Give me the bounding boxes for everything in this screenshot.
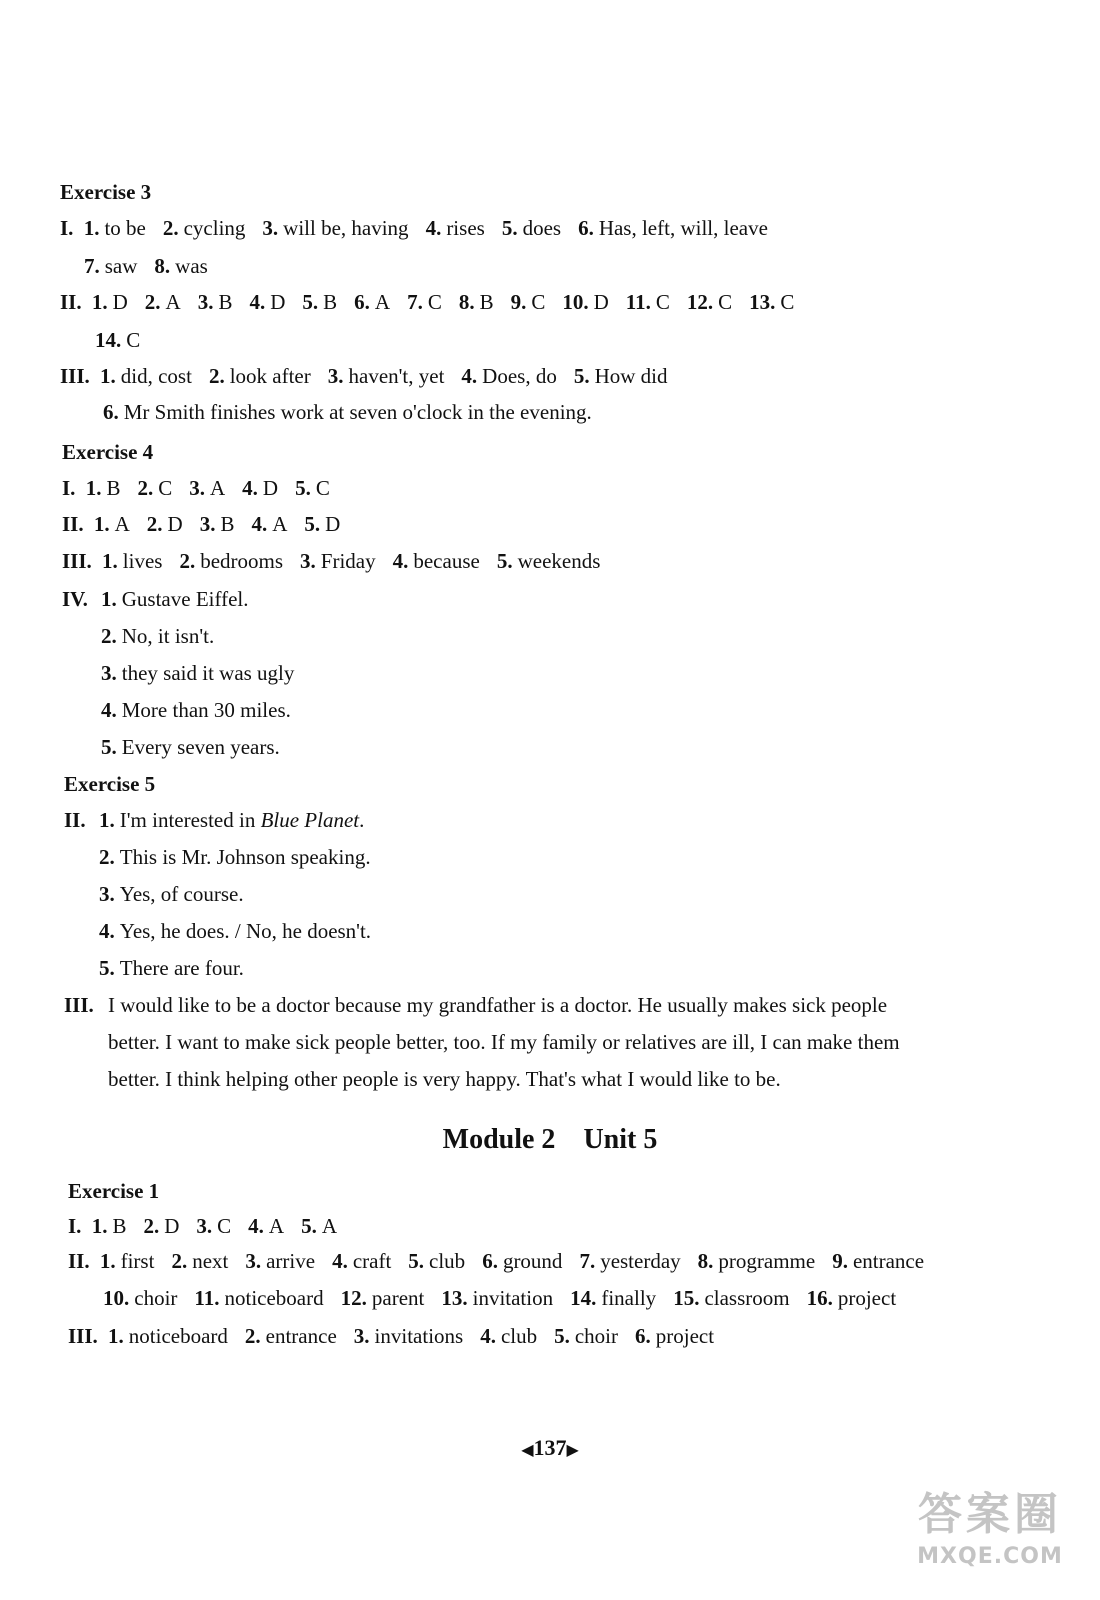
answer-number: 6. xyxy=(482,1249,498,1273)
answer-text: C xyxy=(315,476,330,500)
answer-item xyxy=(94,511,130,537)
answer-item xyxy=(143,1213,179,1239)
answer-number: 5. xyxy=(301,1214,317,1238)
answer-number: 6. xyxy=(354,290,370,314)
answer-number: 6. xyxy=(635,1324,651,1348)
answer-text: C xyxy=(217,1214,232,1238)
answer-number: 13. xyxy=(441,1286,468,1310)
answer-text: C xyxy=(427,290,442,314)
ex4-s4-item-2: 2. No, it isn't. xyxy=(101,624,215,648)
ex5-s2-item-5: 5. There are four. xyxy=(99,956,244,980)
answer-text: A xyxy=(165,290,181,314)
answer-item xyxy=(242,475,278,501)
answer-number: 2. xyxy=(144,290,161,314)
answer-item xyxy=(194,1285,323,1311)
answer-text: project xyxy=(655,1324,715,1348)
answer-number: 4. xyxy=(332,1249,348,1273)
answer-number: 1. xyxy=(108,1324,124,1348)
answer-number: 2. xyxy=(162,216,179,240)
answer-item xyxy=(100,363,192,389)
answer-number: 6. xyxy=(578,216,594,240)
answer-text: weekends xyxy=(517,549,601,573)
answer-item xyxy=(578,215,768,241)
ex4-s4-item-1: 1. Gustave Eiffel. xyxy=(101,587,249,611)
answer-item xyxy=(100,1248,155,1274)
answer-number: 1. xyxy=(85,476,102,500)
answer-item xyxy=(574,363,668,389)
answer-number: 4. xyxy=(392,549,409,573)
answer-text: parent xyxy=(371,1286,425,1310)
answer-text: entrance xyxy=(265,1324,337,1348)
answer-text: A xyxy=(321,1214,337,1238)
answer-text: craft xyxy=(352,1249,392,1273)
answer-item xyxy=(145,289,181,315)
answer-text: Does, do xyxy=(482,364,557,388)
answer-item xyxy=(84,253,137,279)
answer-number: 9. xyxy=(832,1249,848,1273)
exercise-3-heading: Exercise 3 xyxy=(60,180,152,204)
answer-text: B xyxy=(106,476,121,500)
answer-number: 9. xyxy=(510,290,527,314)
answer-item xyxy=(673,1285,789,1311)
answer-item xyxy=(698,1248,816,1274)
answer-number: 2. xyxy=(208,364,225,388)
answer-item xyxy=(92,1213,127,1239)
answer-item xyxy=(251,511,287,537)
answer-number: 11. xyxy=(625,290,651,314)
answer-number: 5. xyxy=(501,216,518,240)
answer-item xyxy=(407,289,442,315)
answer-number: 1. xyxy=(91,290,108,314)
answer-text: choir xyxy=(574,1324,619,1348)
answer-text: saw xyxy=(104,254,138,278)
answer-item xyxy=(480,1323,537,1349)
answer-item xyxy=(137,475,172,501)
answer-text: A xyxy=(209,476,226,500)
answer-item xyxy=(441,1285,553,1311)
answer-number: 4. xyxy=(480,1324,496,1348)
answer-item xyxy=(635,1323,714,1349)
answer-item xyxy=(92,289,128,315)
right-triangle-icon: ▶ xyxy=(566,1442,579,1459)
answer-number: 10. xyxy=(562,290,589,314)
exercise-4-heading: Exercise 4 xyxy=(62,440,154,464)
answer-item xyxy=(304,511,340,537)
answer-number: 4. xyxy=(248,1214,264,1238)
answer-item xyxy=(86,475,121,501)
answer-item xyxy=(426,215,485,241)
answer-text: B xyxy=(323,290,338,314)
answer-text: C xyxy=(158,476,173,500)
answer-item xyxy=(189,475,225,501)
answer-item xyxy=(461,363,556,389)
ex3-section-2-cont xyxy=(95,327,157,353)
answer-number: 7. xyxy=(407,290,423,314)
answer-number: 6. xyxy=(103,400,119,424)
answer-item xyxy=(103,399,592,425)
answer-text: bedrooms xyxy=(200,549,284,573)
answer-item xyxy=(179,548,283,574)
answer-item xyxy=(562,289,608,315)
answer-item xyxy=(570,1285,656,1311)
answer-number: 1. xyxy=(91,1214,108,1238)
answer-item xyxy=(511,289,546,315)
answer-number: 5. xyxy=(554,1324,570,1348)
answer-number: 2. xyxy=(137,476,154,500)
watermark-logo: 答案圈 MXQE.COM xyxy=(917,1489,1063,1569)
answer-item xyxy=(354,289,390,315)
answer-item xyxy=(626,289,670,315)
answer-text: C xyxy=(655,290,670,314)
m2ex1-section-2-cont xyxy=(103,1285,913,1311)
answer-text: D xyxy=(164,1214,180,1238)
answer-number: 4. xyxy=(242,476,258,500)
answer-number: 14. xyxy=(95,328,122,352)
answer-text: invitations xyxy=(374,1324,464,1348)
ex4-s4-item-5: 5. Every seven years. xyxy=(101,735,280,759)
answer-item xyxy=(393,548,480,574)
answer-item xyxy=(245,1323,337,1349)
ex3-section-1-cont xyxy=(84,253,225,279)
ex5-paragraph-line-1: I would like to be a doctor because my grandfather is a doctor. He usually makes sick people xyxy=(108,993,888,1017)
answer-text: How did xyxy=(594,364,668,388)
answer-text: cycling xyxy=(183,216,246,240)
answer-item xyxy=(459,289,494,315)
answer-text: choir xyxy=(134,1286,178,1310)
answer-number: 5. xyxy=(573,364,590,388)
answer-number: 5. xyxy=(295,476,311,500)
answer-text: B xyxy=(112,1214,127,1238)
answer-item xyxy=(196,1213,231,1239)
answer-text: because xyxy=(413,549,480,573)
answer-text: project xyxy=(837,1286,897,1310)
answer-text: B xyxy=(220,512,235,536)
answer-item xyxy=(108,1323,228,1349)
answer-item xyxy=(95,327,140,353)
answer-number: 1. xyxy=(99,1249,116,1273)
ex5-section-2-label: II. xyxy=(64,808,86,832)
answer-item xyxy=(262,215,408,241)
answer-text: C xyxy=(126,328,141,352)
answer-text: B xyxy=(218,290,233,314)
answer-number: 2. xyxy=(171,1249,188,1273)
answer-item xyxy=(249,289,285,315)
answer-item xyxy=(102,548,162,574)
answer-item xyxy=(328,363,445,389)
answer-number: 14. xyxy=(570,1286,597,1310)
answer-number: 1. xyxy=(102,549,118,573)
answer-item xyxy=(354,1323,463,1349)
ex3-section-3: III. 1. did, cost 2. look after 3. haven't, yet 4. Does, do 5. How did xyxy=(60,364,668,388)
answer-text: does xyxy=(522,216,562,240)
ex5-paragraph-line-3: better. I think helping other people is very happy. That's what I would like to be. xyxy=(108,1067,781,1091)
answer-number: 3. xyxy=(197,290,214,314)
answer-text: haven't, yet xyxy=(348,364,445,388)
ex4-section-1: I. 1. B 2. C 3. A 4. D 5. C xyxy=(62,476,330,500)
answer-item xyxy=(300,548,376,574)
ex5-s2-item-2: 2. This is Mr. Johnson speaking. xyxy=(99,845,371,869)
answer-number: 2. xyxy=(143,1214,160,1238)
answer-text: D xyxy=(167,512,183,536)
ex5-s2-item-3: 3. Yes, of course. xyxy=(99,882,244,906)
ex4-s4-item-3: 3. they said it was ugly xyxy=(101,661,295,685)
answer-text: A xyxy=(272,512,288,536)
m2ex1-section-1: I. 1. B 2. D 3. C 4. A 5. A xyxy=(68,1214,337,1238)
answer-number: 3. xyxy=(300,549,316,573)
answer-item xyxy=(482,1248,562,1274)
answer-item xyxy=(84,215,146,241)
answer-text: to be xyxy=(104,216,146,240)
answer-number: 5. xyxy=(496,549,513,573)
ex3-section-3-cont xyxy=(103,399,609,425)
answer-number: 5. xyxy=(302,290,319,314)
answer-text: was xyxy=(175,254,208,278)
ex5-paragraph-line-2: better. I want to make sick people better, too. If my family or relatives are ill, I can make them xyxy=(108,1030,900,1054)
answer-item xyxy=(198,289,233,315)
answer-text: A xyxy=(114,512,130,536)
answer-item xyxy=(687,289,732,315)
answer-number: 2. xyxy=(244,1324,261,1348)
answer-item xyxy=(341,1285,425,1311)
answer-item xyxy=(749,289,794,315)
answer-number: 2. xyxy=(146,512,163,536)
answer-item xyxy=(171,1248,228,1274)
answer-text: D xyxy=(325,512,341,536)
answer-text: lives xyxy=(122,549,163,573)
answer-item xyxy=(302,289,337,315)
page-number: ◀137▶ xyxy=(521,1435,579,1460)
answer-text: arrive xyxy=(266,1249,316,1273)
answer-text: A xyxy=(268,1214,285,1238)
ex4-section-2: II. 1. A 2. D 3. B 4. A 5. D xyxy=(62,512,341,536)
answer-number: 10. xyxy=(103,1286,130,1310)
answer-text: next xyxy=(192,1249,229,1273)
answer-number: 5. xyxy=(304,512,321,536)
answer-text: yesterday xyxy=(600,1249,681,1273)
answer-text: D xyxy=(593,290,609,314)
answer-number: 3. xyxy=(189,476,205,500)
answer-text: D xyxy=(262,476,279,500)
answer-text: C xyxy=(718,290,733,314)
answer-item xyxy=(408,1248,465,1274)
answer-number: 5. xyxy=(408,1249,425,1273)
answer-item xyxy=(301,1213,337,1239)
answer-text: Has, left, will, leave xyxy=(598,216,768,240)
answer-text: Friday xyxy=(320,549,376,573)
answer-number: 1. xyxy=(93,512,110,536)
answer-text: C xyxy=(531,290,546,314)
ex3-section-2: II. 1. D 2. A 3. B 4. D 5. B 6. A 7. C 8. B 9. C 10. D 11. C 12. C 13. C xyxy=(60,290,795,314)
answer-text: club xyxy=(429,1249,466,1273)
answer-item xyxy=(209,363,311,389)
answer-item xyxy=(332,1248,391,1274)
answer-text: club xyxy=(500,1324,538,1348)
ex5-s2-item-4: 4. Yes, he does. / No, he doesn't. xyxy=(99,919,372,943)
answer-number: 4. xyxy=(461,364,478,388)
answer-item xyxy=(579,1248,680,1274)
answer-number: 7. xyxy=(579,1249,596,1273)
answer-number: 7. xyxy=(84,254,100,278)
answer-text: rises xyxy=(446,216,485,240)
exercise-5-heading: Exercise 5 xyxy=(64,772,156,796)
answer-item xyxy=(163,215,246,241)
answer-text: invitation xyxy=(472,1286,554,1310)
answer-number: 4. xyxy=(249,290,266,314)
answer-number: 4. xyxy=(251,512,268,536)
answer-text: B xyxy=(479,290,494,314)
module-title: Module 2 Unit 5 xyxy=(442,1124,658,1155)
answer-number: 3. xyxy=(245,1249,262,1273)
answer-item xyxy=(200,511,235,537)
answer-item xyxy=(245,1248,315,1274)
answer-item xyxy=(103,1285,177,1311)
answer-number: 4. xyxy=(425,216,442,240)
answer-text: noticeboard xyxy=(224,1286,324,1310)
answer-text: A xyxy=(374,290,391,314)
answer-item xyxy=(807,1285,897,1311)
answer-number: 12. xyxy=(686,290,714,314)
answer-number: 2. xyxy=(179,549,196,573)
answer-item xyxy=(248,1213,284,1239)
answer-text: will be, having xyxy=(283,216,409,240)
answer-item xyxy=(497,548,601,574)
answer-number: 3. xyxy=(196,1214,213,1238)
answer-text: Mr Smith finishes work at seven o'clock in the evening. xyxy=(123,400,592,424)
answer-number: 8. xyxy=(154,254,171,278)
answer-item xyxy=(147,511,183,537)
answer-text: D xyxy=(270,290,286,314)
answer-number: 3. xyxy=(262,216,279,240)
answer-item xyxy=(554,1323,618,1349)
answer-text: look after xyxy=(229,364,311,388)
answer-number: 8. xyxy=(458,290,475,314)
answer-item xyxy=(832,1248,924,1274)
answer-text: did, cost xyxy=(120,364,192,388)
answer-text: finally xyxy=(601,1286,657,1310)
answer-text: D xyxy=(112,290,128,314)
answer-item xyxy=(295,475,330,501)
ex4-section-3: III. 1. lives 2. bedrooms 3. Friday 4. because 5. weekends xyxy=(62,549,601,573)
ex4-s4-item-4: 4. More than 30 miles. xyxy=(101,698,291,722)
answer-number: 12. xyxy=(340,1286,367,1310)
answer-text: C xyxy=(780,290,795,314)
answer-number: 3. xyxy=(199,512,216,536)
answer-number: 3. xyxy=(353,1324,370,1348)
module-exercise-1-heading: Exercise 1 xyxy=(68,1179,160,1203)
ex5-section-3-label: III. xyxy=(64,993,94,1017)
answer-text: programme xyxy=(718,1249,816,1273)
answer-number: 15. xyxy=(673,1286,700,1310)
answer-number: 3. xyxy=(327,364,344,388)
answer-text: classroom xyxy=(704,1286,790,1310)
ex4-section-4-label: IV. xyxy=(62,587,88,611)
answer-text: noticeboard xyxy=(128,1324,228,1348)
ex5-s2-item-1: 1. I'm interested in Blue Planet. xyxy=(99,808,365,832)
answer-text: first xyxy=(120,1249,155,1273)
answer-number: 16. xyxy=(806,1286,833,1310)
answer-text: ground xyxy=(502,1249,563,1273)
m2ex1-section-2: II. 1. first 2. next 3. arrive 4. craft 5. club 6. ground 7. yesterday 8. programme 9. entrance xyxy=(68,1249,925,1273)
ex3-section-1: I. 1. to be 2. cycling 3. will be, having 4. rises 5. does 6. Has, left, will, leave xyxy=(60,216,768,240)
answer-number: 8. xyxy=(697,1249,714,1273)
answer-number: 1. xyxy=(100,364,116,388)
answer-text: entrance xyxy=(852,1249,925,1273)
answer-number: 11. xyxy=(194,1286,220,1310)
answer-number: 1. xyxy=(83,216,100,240)
answer-item xyxy=(154,253,207,279)
m2ex1-section-3: III. 1. noticeboard 2. entrance 3. invitations 4. club 5. choir 6. project xyxy=(68,1324,715,1348)
answer-item xyxy=(502,215,561,241)
answer-number: 13. xyxy=(749,290,776,314)
left-triangle-icon: ◀ xyxy=(521,1442,534,1459)
